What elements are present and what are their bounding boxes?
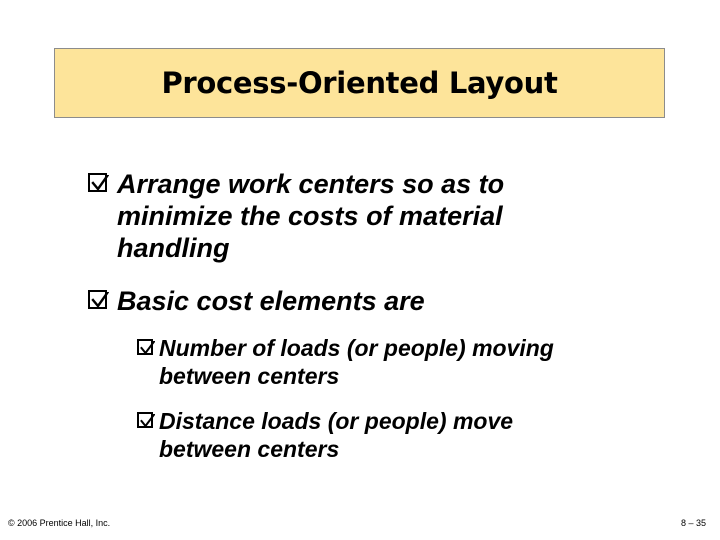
- sub-bullet-text: [159, 407, 513, 463]
- sub-bullet-text: [159, 334, 554, 390]
- checkbox-checked-icon: [88, 173, 107, 192]
- bullet-line: Arrange work centers so as to: [117, 169, 505, 199]
- bullet-text: [117, 285, 425, 317]
- sub-bullet-item-distance: [137, 407, 513, 463]
- page-number: 8 – 35: [680, 518, 706, 528]
- sub-bullet-line: Number of loads (or people) moving: [159, 335, 554, 361]
- sub-bullet-line: Distance loads (or people) move: [159, 408, 514, 434]
- bullet-item-basic-cost: [88, 285, 425, 317]
- sub-bullet-line: between centers: [159, 436, 340, 462]
- checkbox-checked-icon: [137, 339, 153, 355]
- bullet-text: [117, 168, 504, 264]
- checkbox-checked-icon: [137, 412, 153, 428]
- bullet-line: handling: [117, 233, 230, 263]
- bullet-line: Basic cost elements are: [117, 286, 425, 316]
- sub-bullet-line: between centers: [159, 363, 340, 389]
- bullet-line: minimize the costs of material: [117, 201, 503, 231]
- title-box: [54, 48, 665, 118]
- slide-title: Process-Oriented Layout: [161, 66, 558, 100]
- copyright-footer: © 2006 Prentice Hall, Inc.: [8, 518, 111, 528]
- bullet-item-arrange: [88, 168, 504, 264]
- checkbox-checked-icon: [88, 290, 107, 309]
- sub-bullet-item-number-of-loads: [137, 334, 554, 390]
